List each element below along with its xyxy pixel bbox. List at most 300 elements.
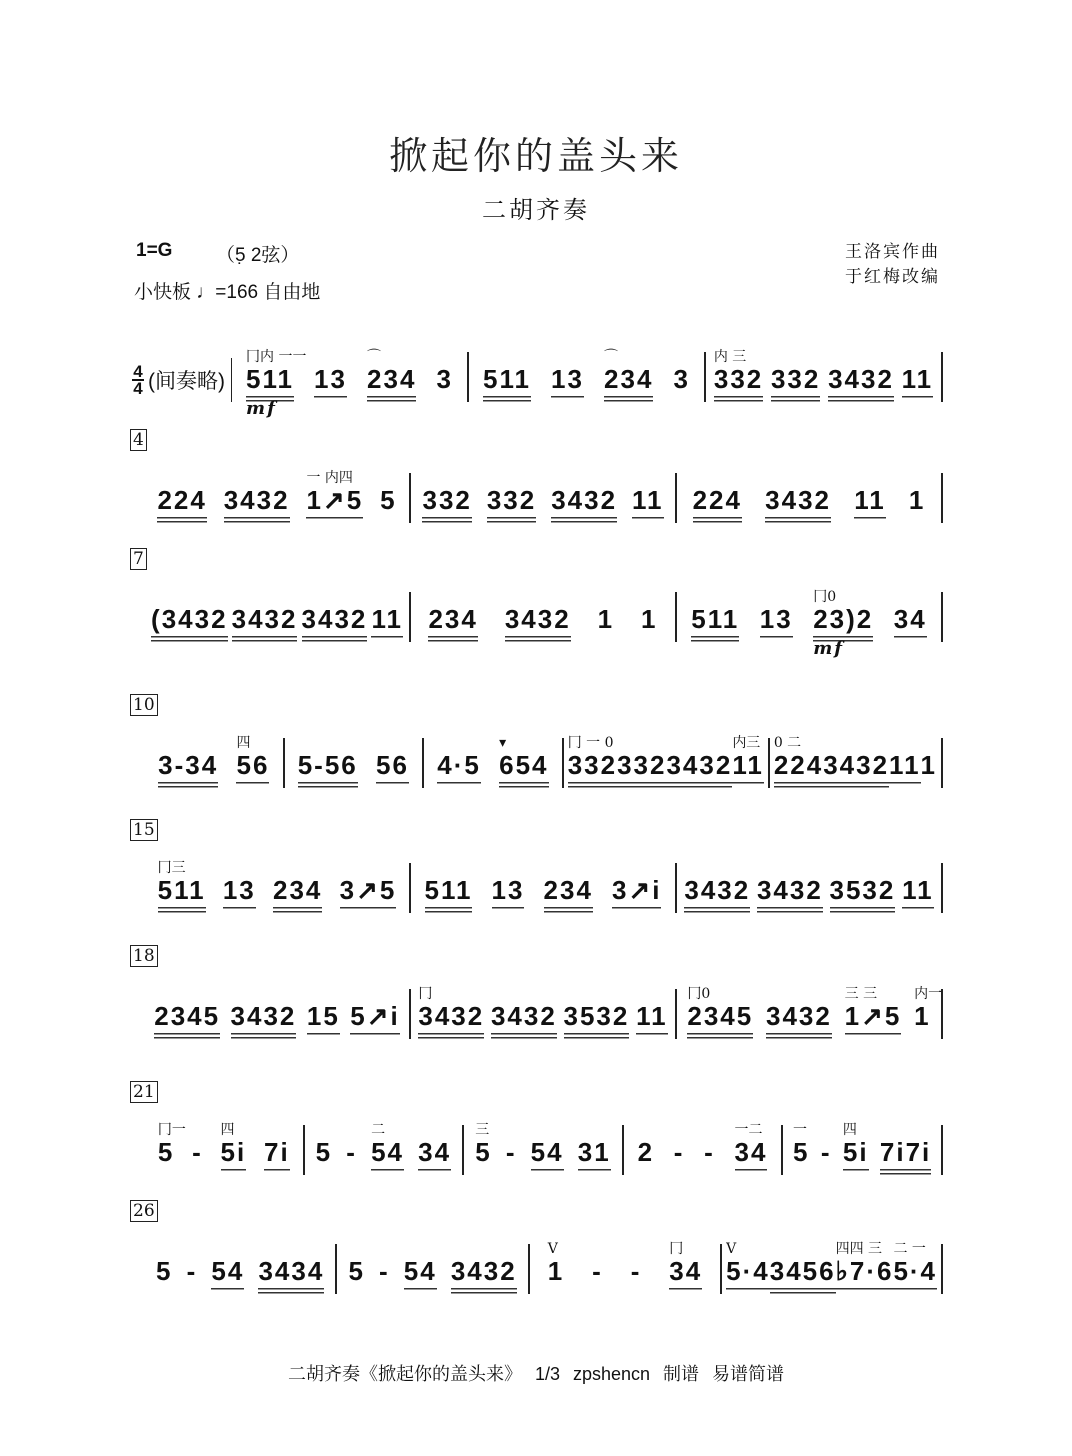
note-text: 3432 — [666, 750, 733, 780]
fingering-mark: ⌒ — [367, 349, 382, 365]
note-text: 5i — [220, 1137, 247, 1167]
measure-number: 7 — [130, 548, 147, 570]
measure-number: 21 — [130, 1081, 158, 1103]
note-group — [492, 875, 525, 913]
note-group — [773, 735, 824, 788]
staff-row — [133, 549, 943, 659]
note-text: 224 — [692, 485, 742, 515]
dynamic-marking: mf — [246, 398, 277, 419]
time-sig-top: 4 — [133, 362, 143, 381]
measure — [677, 473, 943, 523]
fingering-mark: 冂0 — [813, 589, 837, 605]
note-text: 3432 — [301, 604, 368, 634]
note-group — [687, 986, 754, 1039]
note-group — [813, 589, 874, 659]
note-group — [506, 1137, 517, 1175]
note-text: 1↗5 — [844, 1001, 902, 1031]
note-group — [704, 1137, 715, 1175]
note-text: 5 — [315, 1137, 333, 1167]
measure — [337, 1244, 529, 1294]
note-text: 34 — [418, 1137, 452, 1167]
note-group — [636, 1001, 668, 1039]
note-text: 7i — [264, 1137, 290, 1167]
note-text: 1↗5 — [306, 485, 364, 515]
measure — [145, 989, 411, 1039]
note-text: 3432 — [230, 1001, 297, 1031]
note-group — [371, 604, 403, 642]
note-text: 3432 — [450, 1256, 517, 1286]
measure — [145, 470, 411, 523]
note-text: 1 — [641, 604, 658, 634]
note-group — [793, 1122, 810, 1175]
time-sig-bottom: 4 — [133, 379, 143, 398]
staff-row — [133, 430, 943, 523]
note-group — [770, 1256, 836, 1294]
measure — [145, 1122, 305, 1175]
composer: 王洛宾作曲 — [845, 242, 940, 262]
note-group — [158, 750, 218, 788]
note-text: 3532 — [829, 875, 896, 905]
note-text: 511 — [157, 875, 206, 905]
note-group — [223, 875, 256, 913]
note-group — [821, 1137, 832, 1175]
row-prefix — [132, 358, 232, 402]
note-group — [766, 1001, 832, 1039]
measure — [706, 349, 943, 402]
note-group — [157, 1122, 186, 1175]
note-text: 234 — [367, 364, 417, 394]
note-text: 13 — [491, 875, 525, 905]
note-group — [771, 364, 820, 402]
fingering-mark: 内一 — [914, 986, 943, 1002]
measure — [232, 349, 469, 419]
fingering-mark: 三 三 — [844, 986, 878, 1002]
note-text: 234 — [543, 875, 593, 905]
note-text: 3432 — [684, 875, 751, 905]
note-group — [154, 1001, 220, 1039]
note-text: 5 — [380, 485, 397, 515]
fingering-mark: 内 三 — [713, 349, 747, 365]
note-group — [551, 364, 584, 402]
note-text: 54 — [530, 1137, 564, 1167]
fingering-mark: 冂内 一一 — [246, 349, 307, 365]
measure-number: 18 — [130, 945, 158, 967]
note-group — [418, 1137, 451, 1175]
note-group — [157, 485, 206, 523]
note-group — [544, 875, 593, 913]
measure — [411, 863, 677, 913]
note-group — [598, 604, 614, 642]
note-group — [231, 1001, 297, 1039]
note-group — [487, 485, 536, 523]
measure-number: 10 — [130, 694, 158, 716]
measure — [677, 863, 943, 913]
note-text: - — [346, 1137, 357, 1167]
note-group — [760, 604, 793, 642]
note-text: 332 — [713, 364, 764, 394]
note-group — [367, 349, 417, 402]
note-text: 5 — [475, 1137, 492, 1167]
note-group — [340, 875, 397, 913]
note-text: 332 — [422, 485, 472, 515]
note-text: - — [673, 1137, 685, 1167]
note-text: 3432 — [504, 604, 571, 634]
credits — [845, 240, 940, 290]
note-text: 1 — [908, 485, 926, 515]
note-group — [302, 604, 368, 642]
fingering-mark: 四 — [842, 1122, 857, 1138]
note-group — [451, 1256, 517, 1294]
note-group — [192, 1137, 203, 1175]
note-text: 511 — [483, 364, 531, 394]
note-text: 56 — [236, 750, 270, 780]
note-text: 3↗i — [611, 875, 662, 905]
note-group — [592, 1256, 603, 1294]
measure-number: 4 — [130, 429, 147, 451]
staff-row — [133, 946, 943, 1039]
note-group — [348, 1256, 364, 1294]
note-group — [220, 1122, 247, 1175]
note-group — [693, 485, 742, 523]
measure — [145, 592, 411, 642]
note-group — [921, 750, 937, 788]
note-text: 34 — [893, 604, 927, 634]
note-text: 332 — [486, 485, 537, 515]
note-group — [436, 364, 452, 402]
note-text: 3432 — [490, 1001, 557, 1031]
staff-row — [133, 1082, 943, 1175]
note-text: 332 — [617, 750, 667, 780]
note-group — [151, 604, 228, 642]
note-group — [691, 604, 739, 642]
note-group — [483, 364, 531, 402]
note-text: 23)2 — [813, 604, 874, 634]
note-group — [669, 1241, 703, 1294]
note-group — [306, 470, 364, 523]
key-signature: 1=G — [136, 240, 173, 261]
note-text: 54 — [403, 1256, 437, 1286]
note-text: - — [630, 1256, 642, 1286]
staff-row — [133, 820, 943, 913]
fingering-mark: 内三 — [732, 735, 761, 751]
note-group — [638, 1137, 654, 1175]
measure — [411, 592, 677, 642]
note-group — [765, 485, 831, 523]
fingering-mark: 一二 — [734, 1122, 763, 1138]
note-group — [909, 485, 925, 523]
note-text: 5 — [793, 1137, 810, 1167]
note-group — [531, 1137, 564, 1175]
note-text: - — [379, 1256, 390, 1286]
note-group — [314, 364, 347, 402]
note-text: 3434 — [258, 1256, 325, 1286]
measure — [305, 1122, 465, 1175]
note-group — [371, 1122, 404, 1175]
note-group — [499, 735, 549, 788]
note-text: 54 — [211, 1256, 245, 1286]
note-text: 13 — [314, 364, 347, 394]
note-text: 3432 — [766, 1001, 832, 1031]
note-text: 13 — [759, 604, 793, 634]
note-group — [567, 735, 618, 788]
fingering-mark: ▾ — [499, 735, 507, 751]
note-group — [732, 735, 764, 788]
note-text: 5 — [348, 1256, 365, 1286]
measure — [469, 349, 706, 402]
fingering-mark: V — [547, 1241, 558, 1257]
note-text: 5 — [156, 1256, 173, 1286]
note-group — [674, 1137, 685, 1175]
note-group — [684, 875, 750, 913]
note-text: - — [192, 1137, 203, 1167]
fingering-mark: 冂 — [418, 986, 433, 1002]
note-group — [264, 1137, 290, 1175]
note-text: 654 — [499, 750, 549, 780]
note-group — [428, 604, 477, 642]
note-group — [666, 750, 732, 788]
note-group — [298, 750, 358, 788]
note-group — [316, 1137, 332, 1175]
note-group — [893, 1241, 938, 1294]
tempo-marking: 小快板 ♩=166 自由地 — [134, 282, 321, 303]
note-text: 3432 — [823, 750, 890, 780]
staff-row — [132, 349, 943, 419]
fingering-mark: 三 — [475, 1122, 490, 1138]
note-text: 5·4 — [893, 1256, 938, 1286]
note-text: 234 — [428, 604, 478, 634]
note-text: 11 — [732, 750, 764, 780]
fingering-mark: 冂0 — [687, 986, 711, 1002]
note-group — [828, 364, 894, 402]
note-group — [379, 1256, 390, 1294]
note-group — [380, 485, 396, 523]
note-text: 3432 — [828, 364, 894, 394]
note-text: 3432 — [551, 485, 618, 515]
note-text: 1 — [920, 750, 938, 780]
note-text: 224 — [773, 750, 824, 780]
fingering-mark: 二 一 — [893, 1241, 926, 1257]
note-text: 1 — [547, 1256, 565, 1286]
note-group — [902, 875, 934, 913]
fingering-mark: ⌒ — [604, 349, 619, 365]
measure — [464, 1122, 624, 1175]
note-text: 5 — [157, 1137, 175, 1167]
note-text: 5·4 — [726, 1256, 770, 1286]
note-text: 5i — [842, 1137, 869, 1167]
note-group — [475, 1122, 492, 1175]
note-group — [547, 1241, 565, 1294]
fingering-mark: 四四 三 — [835, 1241, 883, 1257]
measure — [564, 735, 770, 788]
note-text: 5-56 — [297, 750, 358, 780]
note-group — [156, 1256, 172, 1294]
note-text: 234 — [604, 364, 654, 394]
note-group — [350, 1001, 399, 1039]
note-group — [631, 1256, 642, 1294]
note-text: 13 — [222, 875, 256, 905]
fingering-mark: 四 — [220, 1122, 235, 1138]
note-text: 11 — [854, 485, 886, 515]
arranger: 于红梅改编 — [845, 267, 940, 287]
string-tuning: （5̣ 2弦） — [216, 245, 300, 266]
measure — [145, 1244, 337, 1294]
note-text: 511 — [246, 364, 294, 394]
note-group — [823, 750, 889, 788]
note-group — [894, 604, 927, 642]
note-group — [236, 735, 270, 788]
note-text: 7i7i — [879, 1137, 932, 1167]
staff-row — [133, 695, 943, 788]
note-group — [224, 485, 290, 523]
note-group — [157, 860, 206, 913]
note-text: 3-34 — [158, 750, 219, 780]
measure — [722, 1241, 943, 1294]
note-text: 5↗i — [350, 1001, 400, 1031]
note-text: 3432 — [756, 875, 823, 905]
note-text: 2 — [637, 1137, 655, 1167]
note-group — [854, 485, 886, 523]
note-group — [726, 1241, 770, 1294]
note-text: 15 — [306, 1001, 340, 1031]
note-text: 11 — [636, 1001, 668, 1031]
note-group — [307, 1001, 340, 1039]
note-group — [564, 1001, 630, 1039]
measure-number: 26 — [130, 1200, 158, 1222]
note-text: 3432 — [418, 1001, 485, 1031]
time-signature — [132, 364, 144, 396]
note-text: 2345 — [687, 1001, 754, 1031]
fingering-mark: 二 — [371, 1122, 386, 1138]
note-text: 56 — [376, 750, 409, 780]
note-group — [425, 875, 473, 913]
fingering-mark: 冂三 — [157, 860, 186, 876]
fingering-mark: 冂 一 0 — [567, 735, 614, 751]
note-group — [273, 875, 322, 913]
note-group — [835, 1241, 894, 1294]
measure — [677, 589, 943, 659]
note-text: 3↗5 — [339, 875, 397, 905]
note-group — [830, 875, 896, 913]
fingering-mark: 冂 — [669, 1241, 684, 1257]
note-text: 332 — [567, 750, 618, 780]
note-text: 11 — [371, 604, 403, 634]
note-group — [632, 485, 664, 523]
note-text: 234 — [273, 875, 323, 905]
note-group — [734, 1122, 768, 1175]
note-text: 224 — [157, 485, 207, 515]
note-group — [211, 1256, 244, 1294]
note-group — [889, 750, 921, 788]
measure — [145, 860, 411, 913]
note-text: 11 — [632, 485, 664, 515]
note-group — [617, 750, 666, 788]
note-group — [346, 1137, 357, 1175]
note-group — [422, 485, 471, 523]
note-group — [246, 349, 307, 419]
note-group — [404, 1256, 437, 1294]
note-text: 2345 — [154, 1001, 221, 1031]
note-text: 332 — [770, 364, 821, 394]
note-text: 3 — [436, 364, 453, 394]
note-group — [612, 875, 661, 913]
note-text: 511 — [691, 604, 740, 634]
note-group — [713, 349, 764, 402]
note-text: (3432 — [151, 604, 228, 634]
measure — [770, 735, 943, 788]
note-text: 13 — [551, 364, 584, 394]
measure — [677, 986, 943, 1039]
note-group — [491, 1001, 557, 1039]
score-subtitle: 二胡齐奏 — [482, 196, 590, 224]
note-group — [757, 875, 823, 913]
note-text: 1 — [914, 1001, 931, 1031]
note-text: 11 — [901, 364, 934, 394]
measure — [530, 1241, 722, 1294]
note-text: 511 — [424, 875, 473, 905]
note-text: - — [704, 1137, 715, 1167]
note-group — [187, 1256, 198, 1294]
note-text: ♭7·6 — [835, 1256, 894, 1286]
note-group — [914, 986, 943, 1039]
note-group — [604, 349, 654, 402]
note-group — [842, 1122, 869, 1175]
note-group — [880, 1137, 931, 1175]
note-group — [376, 750, 409, 788]
fingering-mark: 0 二 — [773, 735, 802, 751]
note-text: 34 — [734, 1137, 768, 1167]
note-text: 1 — [597, 604, 615, 634]
note-text: - — [820, 1137, 832, 1167]
note-group — [641, 604, 657, 642]
score-title: 掀起你的盖头来 — [388, 134, 683, 178]
measure — [285, 738, 425, 788]
fingering-mark: 一 内四 — [306, 470, 353, 486]
note-group — [437, 750, 481, 788]
note-group — [578, 1137, 611, 1175]
note-text: - — [505, 1137, 517, 1167]
fingering-mark: V — [726, 1241, 737, 1257]
measure — [411, 473, 677, 523]
note-text: 3456 — [769, 1256, 836, 1286]
note-text: 3 — [673, 364, 690, 394]
note-text: 11 — [889, 750, 921, 780]
note-text: 54 — [371, 1137, 404, 1167]
fingering-mark: 四 — [236, 735, 251, 751]
note-group — [418, 986, 485, 1039]
fingering-mark: 一 — [793, 1122, 808, 1138]
note-text: - — [186, 1256, 198, 1286]
note-text: 3432 — [765, 485, 832, 515]
note-group — [902, 364, 934, 402]
note-text: 3532 — [563, 1001, 630, 1031]
measure — [145, 735, 285, 788]
measure — [783, 1122, 943, 1175]
dynamic-marking: mf — [813, 638, 844, 659]
measure — [424, 735, 564, 788]
fingering-mark: 冂一 — [157, 1122, 186, 1138]
note-text: 34 — [669, 1256, 703, 1286]
note-text: 11 — [902, 875, 934, 905]
interlude-omitted: (间奏略) — [148, 370, 225, 393]
note-group — [505, 604, 571, 642]
note-group — [551, 485, 617, 523]
staff-row — [133, 1201, 943, 1294]
note-text: 31 — [577, 1137, 611, 1167]
note-text: 3432 — [223, 485, 290, 515]
note-text: 3432 — [231, 604, 298, 634]
measure — [411, 986, 677, 1039]
note-text: 4·5 — [437, 750, 481, 780]
